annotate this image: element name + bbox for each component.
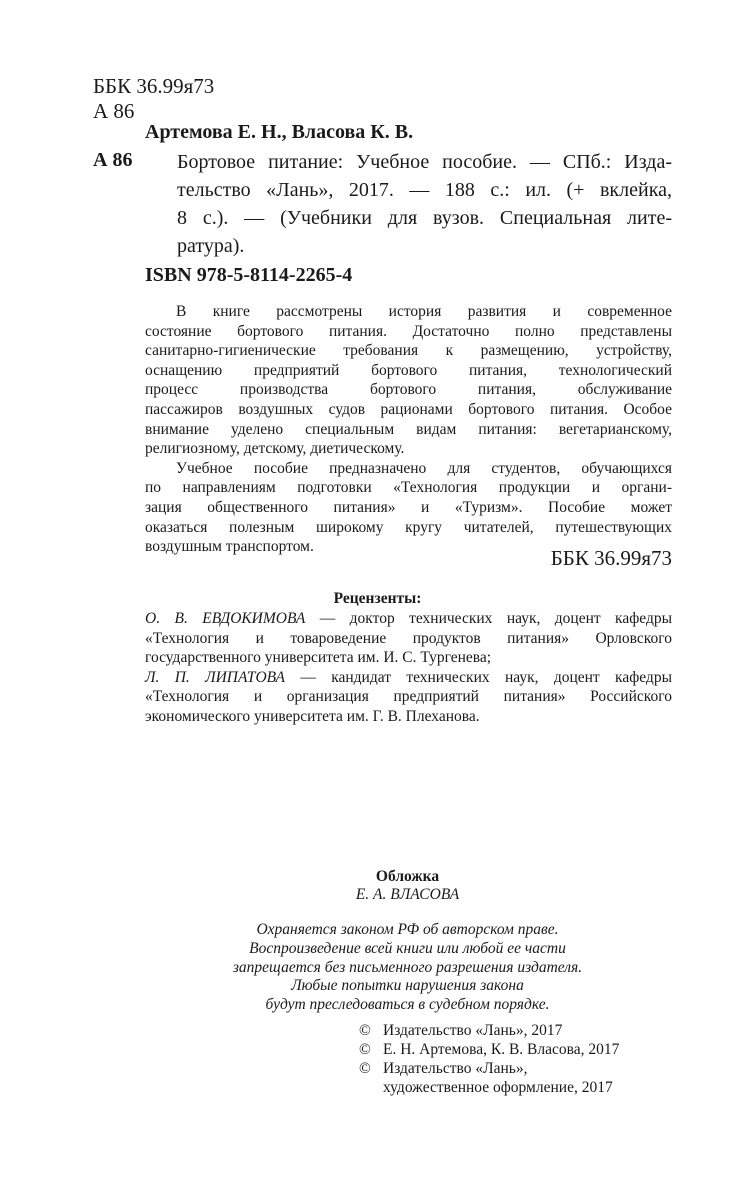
reviewers-title: Рецензенты: — [333, 590, 422, 607]
copyright-text: Издательство «Лань», 2017 — [383, 1022, 563, 1039]
reviewer-1-name: О. В. ЕВДОКИМОВА — [145, 610, 306, 627]
copyright-line-continuation: художественное оформление, 2017 — [383, 1079, 613, 1096]
notice-line: Воспроизведение всей книги или любой ее части — [249, 939, 566, 957]
copyright-line — [359, 1059, 619, 1078]
bbk-code: ББК 36.99я73 — [93, 74, 215, 98]
bibliographic-description — [177, 148, 672, 260]
abstract-line: по направлениям подготовки «Технология продукции и органи- — [145, 479, 672, 497]
copyright-line — [359, 1021, 619, 1040]
notice-line: Охраняется законом РФ об авторском праве. — [256, 921, 559, 938]
abstract-line: состояние бортового питания. Достаточно полно представлены — [145, 322, 672, 340]
cover-designer: Е. А. ВЛАСОВА — [355, 886, 460, 903]
reviewer-2-line: «Технология и организация предприятий питания» Российского — [145, 688, 672, 706]
bib-line: ратура). — [177, 235, 245, 257]
abstract-line: зация общественного питания» и «Туризм». Пособие может — [145, 498, 672, 516]
copyright-notice — [0, 921, 755, 1015]
abstract-line: Учебное пособие предназначено для студентов, обучающихся — [176, 459, 672, 477]
abstract-line: религиозному, детскому, диетическому. — [145, 440, 405, 458]
abstract-line: оснащению предприятий бортового питания, технологический — [145, 361, 672, 379]
notice-line: Любые попытки нарушения закона — [291, 977, 524, 995]
copyright-icon: © — [359, 1060, 371, 1077]
bib-line: 8 с.). — (Учебники для вузов. Специальная лите- — [177, 207, 672, 229]
abstract-line: процесс производства бортового питания, обслуживание — [145, 381, 672, 399]
reviewer-1-line: государственного университета им. И. С. Тургенева; — [145, 649, 492, 667]
bib-line: Бортовое питание: Учебное пособие. — СПб.: Изда- — [177, 151, 672, 173]
cutter-code: А 86 — [93, 99, 135, 123]
abstract — [145, 302, 672, 557]
copyright-icon: © — [359, 1022, 371, 1039]
reviewer-2-line: экономического университета им. Г. В. Плеханова. — [145, 707, 480, 725]
catalog-header — [93, 74, 214, 124]
copyright-text: Е. Н. Артемова, К. В. Власова, 2017 — [383, 1041, 620, 1058]
reviewer-2-text: — кандидат технических наук, доцент кафедры — [285, 668, 672, 686]
reviewers-list — [145, 609, 672, 727]
abstract-line: оказаться полезным широкому кругу читателей, путешествующих — [145, 518, 672, 536]
bib-line: тельство «Лань», 2017. — 188 с.: ил. (+ вклейка, — [177, 179, 672, 201]
reviewer-1-line: «Технология и товароведение продуктов питания» Орловского — [145, 629, 672, 647]
abstract-line: В книге рассмотрены история развития и современное — [176, 303, 672, 320]
abstract-line: внимание уделено специальным видам питания: вегетарианскому, — [145, 420, 672, 438]
abstract-line: пассажиров воздушных судов рационами бортового питания. Особое — [145, 400, 672, 418]
reviewer-2-first-line — [145, 668, 672, 688]
isbn: ISBN 978-5-8114-2265-4 — [145, 264, 353, 286]
copyright-text: Издательство «Лань», — [383, 1060, 528, 1077]
author-names: Артемова Е. Н., Власова К. В. — [145, 121, 414, 143]
copyright-lines — [359, 1021, 619, 1097]
notice-line: будут преследоваться в судебном порядке. — [265, 996, 550, 1014]
reviewer-2-name: Л. П. ЛИПАТОВА — [145, 668, 286, 686]
notice-line: запрещается без письменного разрешения издателя. — [232, 958, 583, 976]
bibliographic-cutter: А 86 — [93, 149, 133, 171]
reviewer-1-first-line — [145, 609, 672, 629]
copyright-icon: © — [359, 1041, 371, 1058]
abstract-line: воздушным транспортом. — [145, 538, 314, 556]
abstract-line: санитарно-гигиенические требования к размещению, устройству, — [145, 342, 672, 360]
reviewer-1-text: — доктор технических наук, доцент кафедры — [305, 610, 672, 627]
cover-title: Обложка — [375, 868, 440, 885]
bbk-footer: ББК 36.99я73 — [550, 546, 672, 570]
copyright-line — [359, 1040, 619, 1059]
